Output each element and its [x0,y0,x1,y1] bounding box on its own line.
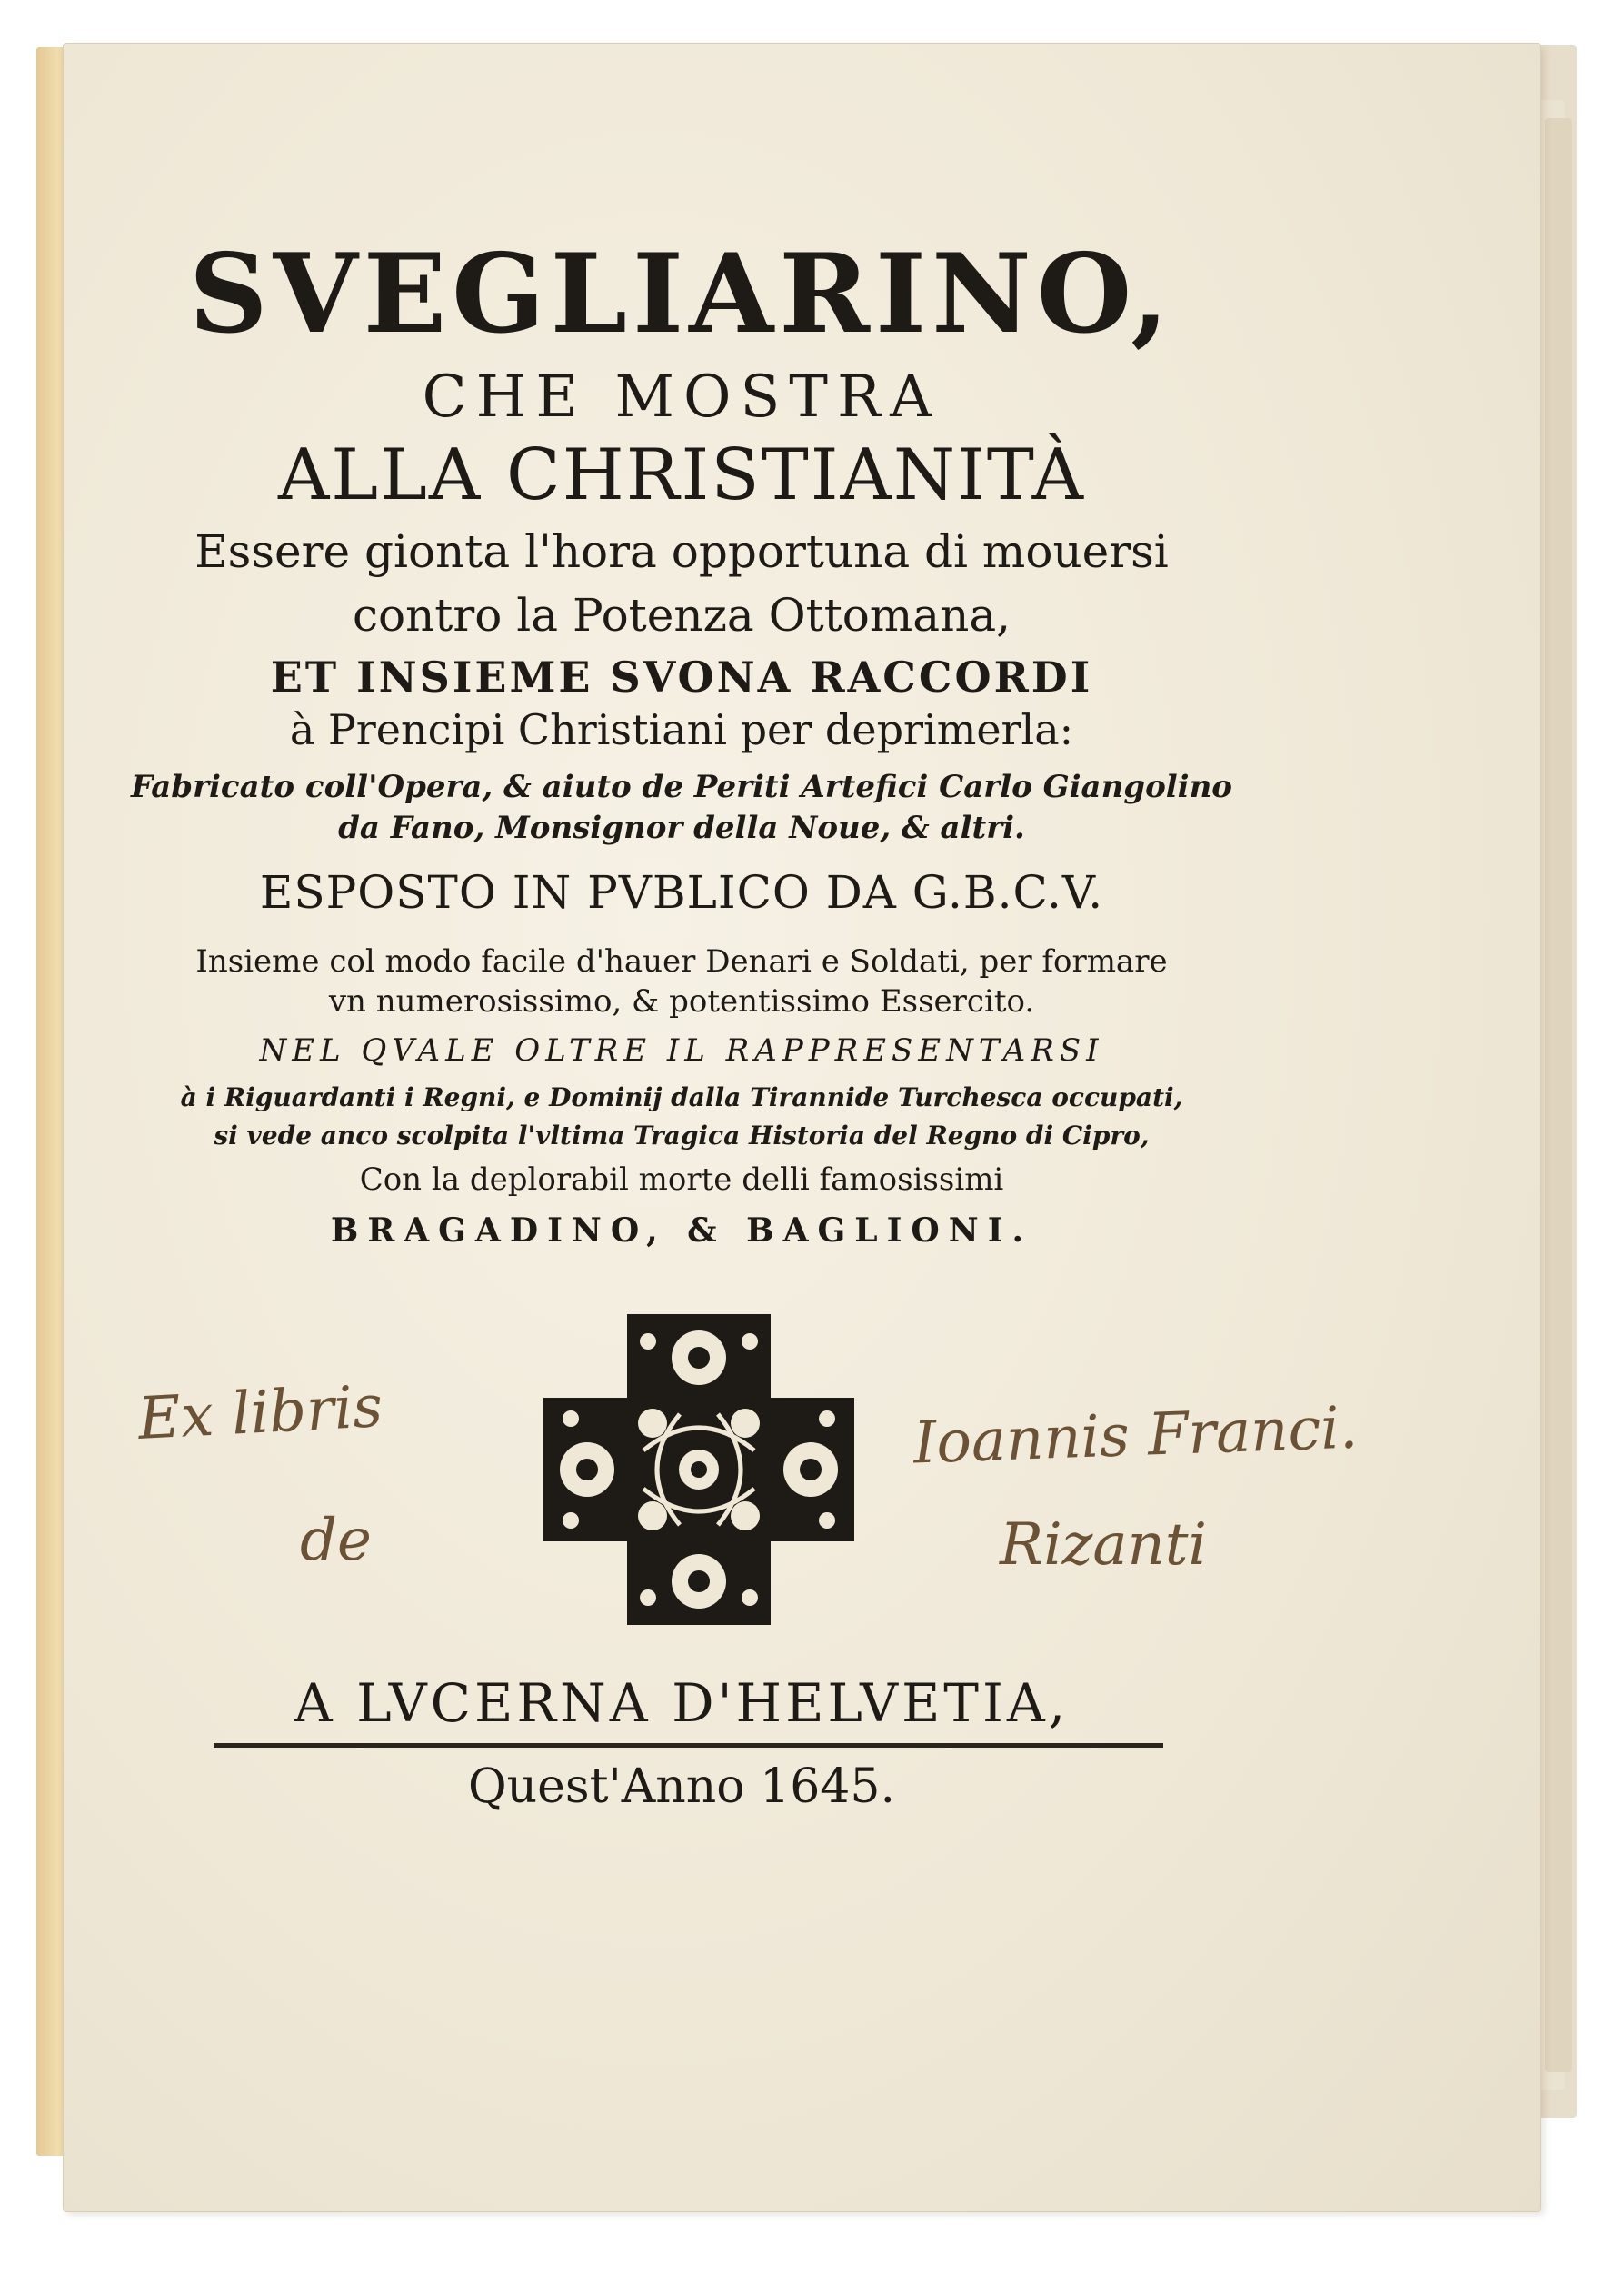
owner-name-inscription: Rizanti [1000,1511,1207,1579]
authorship-line: Fabricato coll'Opera, & aiuto de Periti Artefici Carlo Giangolino [131,769,1232,805]
publisher-line: ESPOSTO IN PVBLICO DA G.B.C.V. [259,866,1104,919]
description-line: à i Riguardanti i Regni, e Dominij dalla Tirannide Turchesca occupati, [180,1082,1183,1112]
ex-libris-inscription: Ex libris [136,1373,384,1453]
title-page-leaf [64,44,1540,2211]
subtitle-line: contro la Potenza Ottomana, [352,589,1011,642]
description-line: Insieme col modo facile d'hauer Denari e Soldati, per formare [195,943,1168,980]
imprint-year: Quest'Anno 1645. [467,1759,895,1814]
page-stack-edge-back [1545,118,1572,2072]
subtitle-line: Essere gionta l'hora opportuna di mouersi [194,525,1169,578]
subtitle-line: ALLA CHRISTIANITÀ [277,434,1086,516]
subtitle-line: ET INSIEME SVONA RACCORDI [270,653,1093,702]
description-line: Con la deplorabil morte delli famosissimi [359,1161,1004,1198]
imprint-rule [214,1743,1163,1748]
description-line: NEL QVALE OLTRE IL RAPPRESENTARSI [259,1032,1104,1069]
imprint-place: A LVCERNA D'HELVETIA, [294,1672,1070,1734]
ex-libris-inscription: de [300,1507,372,1574]
description-line: si vede anco scolpita l'vltima Tragica Historia del Regno di Cipro, [214,1121,1150,1151]
description-line: vn numerosissimo, & potentissimo Essercito. [328,983,1035,1020]
authorship-line: da Fano, Monsignor della Noue, & altri. [338,810,1025,846]
subtitle-line: à Prencipi Christiani per deprimerla: [289,705,1074,754]
book-title: SVEGLIARINO, [188,230,1175,358]
printers-ornament-icon [543,1314,854,1625]
subtitle-line: CHE MOSTRA [422,364,942,431]
names-line: BRAGADINO, & BAGLIONI. [330,1211,1033,1250]
owner-name-inscription: Ioannis Franci. [912,1394,1360,1478]
